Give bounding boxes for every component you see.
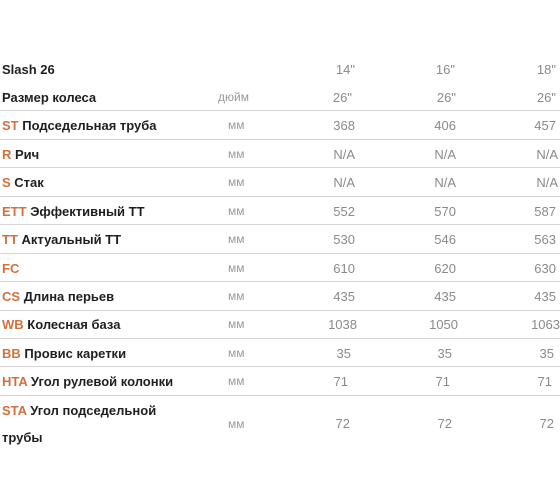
- row-value: 35: [437, 346, 452, 361]
- row-abbr: HTA: [2, 374, 28, 389]
- row-divider: [0, 110, 560, 111]
- row-value: 71: [333, 374, 348, 389]
- row-label: Эффективный ТТ: [30, 204, 145, 219]
- row-value: 435: [333, 289, 355, 304]
- row-value: 552: [333, 204, 355, 219]
- row-value: 72: [335, 416, 350, 431]
- row-value: 610: [333, 261, 355, 276]
- row-value: 71: [435, 374, 450, 389]
- row-value: 457: [534, 118, 556, 133]
- row-unit: мм: [228, 417, 245, 431]
- row-abbr: R: [2, 147, 12, 162]
- row-value: N/A: [434, 175, 456, 190]
- size-col-3: 18": [536, 62, 556, 77]
- row-value: N/A: [333, 147, 355, 162]
- row-unit: мм: [228, 346, 245, 360]
- row-value: 530: [333, 232, 355, 247]
- row-value: N/A: [333, 175, 355, 190]
- wheel-size-col-2: 26": [436, 90, 456, 105]
- wheel-size-label: Размер колеса: [2, 90, 97, 105]
- row-value: 570: [434, 204, 456, 219]
- row-value: 563: [534, 232, 556, 247]
- row-abbr: ST: [2, 118, 19, 133]
- row-abbr: WB: [2, 317, 24, 332]
- row-divider: [0, 139, 560, 140]
- wheel-size-unit: дюйм: [218, 90, 249, 104]
- row-value: 546: [434, 232, 456, 247]
- row-value: 1050: [429, 317, 458, 332]
- row-divider: [0, 253, 560, 254]
- row-unit: мм: [228, 118, 245, 132]
- row-unit: мм: [228, 289, 245, 303]
- row-value: 630: [534, 261, 556, 276]
- row-divider: [0, 395, 560, 396]
- row-abbr: S: [2, 175, 11, 190]
- row-value: 71: [537, 374, 552, 389]
- row-unit: мм: [228, 261, 245, 275]
- row-value: 35: [539, 346, 554, 361]
- wheel-size-col-3: 26": [536, 90, 556, 105]
- wheel-size-col-1: 26": [332, 90, 352, 105]
- row-divider: [0, 281, 560, 282]
- row-value: 72: [437, 416, 452, 431]
- row-value: N/A: [434, 147, 456, 162]
- row-divider: [0, 310, 560, 311]
- row-label: Длина перьев: [23, 289, 115, 304]
- row-abbr: ETT: [2, 204, 27, 219]
- row-value: 368: [333, 118, 355, 133]
- row-abbr: BB: [2, 346, 21, 361]
- row-label: Актуальный ТТ: [21, 232, 122, 247]
- row-label: Рич: [15, 147, 40, 162]
- row-value: 620: [434, 261, 456, 276]
- row-label: Подседельная труба: [22, 118, 157, 133]
- row-value: 587: [534, 204, 556, 219]
- row-label: Стак: [14, 175, 44, 190]
- row-abbr: FC: [2, 261, 20, 276]
- row-unit: мм: [228, 317, 245, 331]
- row-divider: [0, 366, 560, 367]
- row-unit: мм: [228, 204, 245, 218]
- row-divider: [0, 196, 560, 197]
- row-label: Угол рулевой колонки: [30, 374, 174, 389]
- row-unit: мм: [228, 147, 245, 161]
- row-abbr: CS: [2, 289, 21, 304]
- row-unit: мм: [228, 232, 245, 246]
- row-value: 72: [539, 416, 554, 431]
- row-abbr: STA: [2, 403, 27, 418]
- row-label-line2: трубы: [2, 430, 43, 445]
- row-divider: [0, 167, 560, 168]
- row-divider: [0, 338, 560, 339]
- model-name: Slash 26: [2, 62, 55, 77]
- row-abbr: TT: [2, 232, 18, 247]
- row-label: Колесная база: [27, 317, 121, 332]
- row-unit: мм: [228, 374, 245, 388]
- size-col-2: 16": [435, 62, 455, 77]
- row-value: 35: [336, 346, 351, 361]
- row-label: Угол подседельной: [30, 403, 157, 418]
- row-value: 1038: [328, 317, 357, 332]
- row-value: 435: [434, 289, 456, 304]
- row-unit: мм: [228, 175, 245, 189]
- row-value: 435: [534, 289, 556, 304]
- row-value: 1063: [531, 317, 560, 332]
- row-value: 406: [434, 118, 456, 133]
- row-value: N/A: [536, 147, 558, 162]
- size-col-1: 14": [335, 62, 355, 77]
- row-divider: [0, 224, 560, 225]
- row-label: Провис каретки: [24, 346, 127, 361]
- row-value: N/A: [536, 175, 558, 190]
